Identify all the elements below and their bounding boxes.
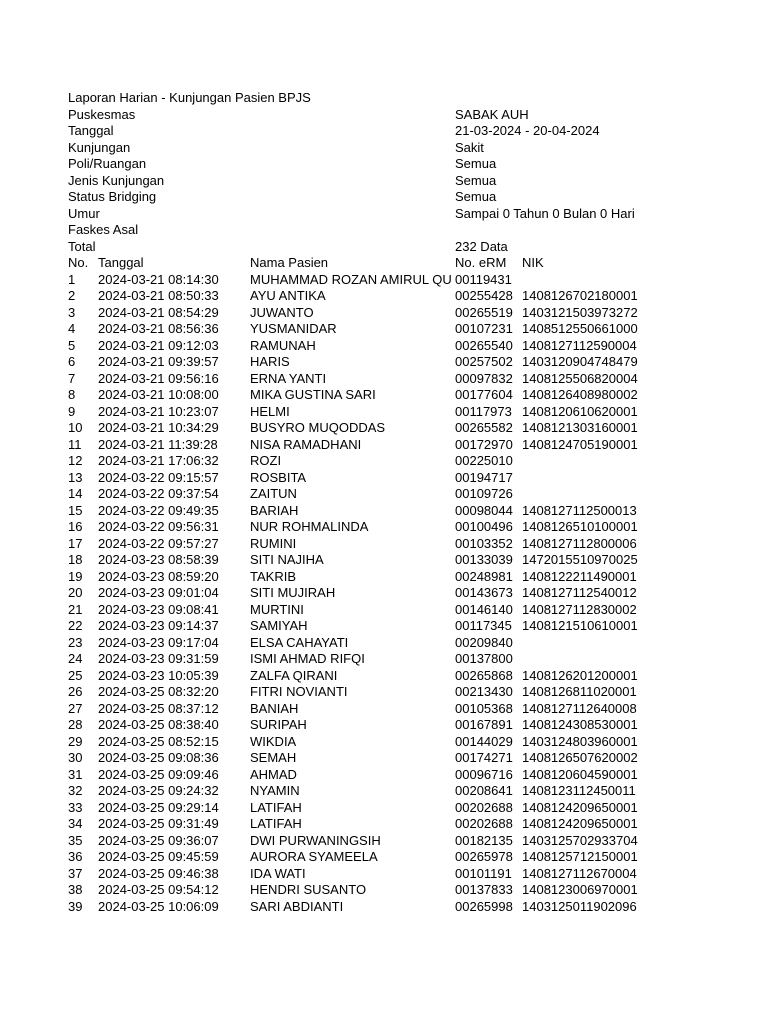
cell-nama: MURTINI [250, 601, 304, 617]
cell-tanggal: 2024-03-25 08:38:40 [98, 717, 219, 732]
meta-row [0, 206, 768, 223]
cell-no: 31 [68, 766, 83, 782]
cell-no: 1 [68, 271, 76, 287]
cell-nik: 1408125712150001 [522, 849, 638, 864]
cell-nama: AURORA SYAMEELA [250, 849, 378, 864]
cell-nama: TAKRIB [250, 568, 296, 584]
cell-tanggal: 2024-03-23 09:31:59 [98, 651, 219, 666]
table-row [0, 849, 768, 866]
meta-value: 21-03-2024 - 20-04-2024 [455, 123, 600, 138]
cell-tanggal: 2024-03-25 09:08:36 [98, 750, 219, 765]
cell-no: 14 [68, 486, 83, 501]
header-nama: Nama Pasien [250, 255, 329, 270]
cell-tanggal: 2024-03-21 08:54:29 [98, 304, 219, 320]
meta-value: Sakit [455, 139, 484, 155]
meta-label: Total [68, 238, 96, 254]
meta-label: Kunjungan [68, 139, 131, 155]
cell-tanggal: 2024-03-23 09:08:41 [98, 601, 219, 617]
meta-row [0, 173, 768, 190]
cell-tanggal: 2024-03-22 09:49:35 [98, 502, 219, 518]
cell-tanggal: 2024-03-25 09:24:32 [98, 783, 219, 798]
cell-erm: 00100496 [455, 519, 513, 534]
meta-label: Status Bridging [68, 189, 157, 204]
cell-tanggal: 2024-03-25 08:37:12 [98, 700, 219, 716]
cell-no: 37 [68, 865, 83, 881]
cell-erm: 00117345 [455, 618, 512, 633]
cell-nama: NYAMIN [250, 783, 300, 798]
cell-nik: 1408127112800006 [522, 535, 637, 551]
cell-no: 30 [68, 750, 83, 765]
cell-erm: 00209840 [455, 634, 513, 650]
table-row [0, 750, 768, 767]
table-row [0, 833, 768, 850]
cell-nik: 1408121303160001 [522, 420, 638, 435]
table-header [0, 255, 768, 272]
table-row [0, 536, 768, 553]
cell-nama: ZAITUN [250, 486, 297, 501]
cell-nama: MUHAMMAD ROZAN AMIRUL QU [250, 271, 452, 287]
cell-erm: 00225010 [455, 453, 513, 468]
cell-nik: 1408126201200001 [522, 667, 638, 683]
cell-nama: SURIPAH [250, 717, 307, 732]
table-row [0, 519, 768, 536]
table-row [0, 470, 768, 487]
cell-nama: NISA RAMADHANI [250, 436, 362, 452]
report-title-row [0, 90, 768, 107]
cell-erm: 00174271 [455, 750, 513, 765]
table-body [0, 272, 768, 916]
cell-no: 26 [68, 684, 83, 699]
cell-nama: ERNA YANTI [250, 370, 327, 386]
meta-label: Jenis Kunjungan [68, 172, 165, 188]
meta-row [0, 189, 768, 206]
table-row [0, 816, 768, 833]
cell-erm: 00167891 [455, 717, 513, 732]
cell-nama: LATIFAH [250, 816, 302, 831]
cell-nama: AHMAD [250, 766, 297, 782]
cell-no: 18 [68, 552, 83, 567]
cell-nik: 1408126811020001 [522, 684, 637, 699]
cell-tanggal: 2024-03-21 08:50:33 [98, 288, 219, 303]
cell-tanggal: 2024-03-21 10:08:00 [98, 387, 219, 402]
table-row [0, 684, 768, 701]
cell-nik: 1408127112640008 [522, 700, 637, 716]
table-row [0, 453, 768, 470]
cell-erm: 00109726 [455, 486, 513, 501]
cell-erm: 00265582 [455, 420, 513, 435]
cell-nik: 1408120604590001 [522, 766, 638, 782]
cell-nama: LATIFAH [250, 799, 302, 815]
cell-nik: 1403125702933704 [522, 832, 638, 848]
cell-no: 8 [68, 387, 76, 402]
table-row [0, 486, 768, 503]
cell-nama: IDA WATI [250, 865, 306, 881]
meta-value: Semua [455, 172, 497, 188]
cell-no: 5 [68, 337, 76, 353]
meta-value: 232 Data [455, 238, 508, 254]
cell-nama: BUSYRO MUQODDAS [250, 420, 386, 435]
meta-row [0, 140, 768, 157]
cell-erm: 00248981 [455, 568, 513, 584]
cell-nama: AYU ANTIKA [250, 288, 326, 303]
cell-no: 17 [68, 535, 83, 551]
cell-no: 13 [68, 469, 83, 485]
cell-erm: 00119431 [455, 271, 512, 287]
cell-no: 20 [68, 585, 83, 600]
cell-tanggal: 2024-03-21 09:12:03 [98, 337, 219, 353]
table-row [0, 437, 768, 454]
cell-erm: 00105368 [455, 700, 513, 716]
cell-erm: 00137800 [455, 651, 513, 666]
cell-nik: 1472015510970025 [522, 552, 638, 567]
cell-nama: WIKDIA [250, 733, 297, 749]
table-row [0, 800, 768, 817]
cell-no: 19 [68, 568, 83, 584]
cell-tanggal: 2024-03-25 08:52:15 [98, 733, 219, 749]
cell-erm: 00265868 [455, 667, 513, 683]
cell-no: 28 [68, 717, 83, 732]
cell-tanggal: 2024-03-23 09:14:37 [98, 618, 219, 633]
meta-value: SABAK AUH [455, 106, 529, 122]
cell-tanggal: 2024-03-23 08:58:39 [98, 552, 219, 567]
table-row [0, 354, 768, 371]
cell-nik: 1408126510100001 [522, 519, 638, 534]
cell-nama: BANIAH [250, 700, 299, 716]
cell-erm: 00213430 [455, 684, 513, 699]
cell-erm: 00257502 [455, 354, 513, 369]
table-row [0, 387, 768, 404]
cell-erm: 00177604 [455, 387, 513, 402]
cell-nik: 1408125506820004 [522, 370, 638, 386]
cell-no: 2 [68, 288, 76, 303]
cell-erm: 00146140 [455, 601, 513, 617]
table-row [0, 602, 768, 619]
cell-tanggal: 2024-03-25 08:32:20 [98, 684, 219, 699]
cell-erm: 00096716 [455, 766, 513, 782]
cell-erm: 00103352 [455, 535, 513, 551]
cell-erm: 00255428 [455, 288, 513, 303]
cell-no: 27 [68, 700, 83, 716]
table-row [0, 272, 768, 289]
cell-erm: 00182135 [455, 832, 513, 848]
cell-nama: SEMAH [250, 750, 297, 765]
cell-no: 24 [68, 651, 83, 666]
cell-no: 21 [68, 601, 83, 617]
cell-tanggal: 2024-03-22 09:56:31 [98, 519, 219, 534]
cell-erm: 00137833 [455, 882, 513, 897]
cell-tanggal: 2024-03-25 09:46:38 [98, 865, 219, 881]
cell-tanggal: 2024-03-21 08:56:36 [98, 321, 219, 336]
cell-nama: SITI MUJIRAH [250, 585, 336, 600]
report-title: Laporan Harian - Kunjungan Pasien BPJS [68, 90, 311, 105]
cell-tanggal: 2024-03-23 09:01:04 [98, 585, 219, 600]
meta-row [0, 239, 768, 256]
cell-nama: SITI NAJIHA [250, 552, 324, 567]
cell-nik: 1408120610620001 [522, 403, 638, 419]
cell-nama: SAMIYAH [250, 618, 308, 633]
table-row [0, 569, 768, 586]
cell-nik: 1408126507620002 [522, 750, 638, 765]
meta-value: Semua [455, 189, 497, 204]
cell-tanggal: 2024-03-25 10:06:09 [98, 898, 219, 914]
cell-no: 3 [68, 304, 76, 320]
cell-nama: YUSMANIDAR [250, 321, 337, 336]
cell-erm: 00172970 [455, 436, 513, 452]
cell-tanggal: 2024-03-25 09:29:14 [98, 799, 219, 815]
cell-erm: 00265998 [455, 898, 513, 914]
cell-nama: ZALFA QIRANI [250, 667, 338, 683]
meta-value: Sampai 0 Tahun 0 Bulan 0 Hari [455, 205, 635, 221]
meta-row [0, 107, 768, 124]
cell-no: 25 [68, 667, 83, 683]
table-row [0, 321, 768, 338]
table-row [0, 701, 768, 718]
cell-nik: 1408512550661000 [522, 321, 638, 336]
cell-no: 10 [68, 420, 83, 435]
meta-label: Tanggal [68, 123, 114, 138]
cell-tanggal: 2024-03-23 10:05:39 [98, 667, 219, 683]
cell-nama: ROZI [250, 453, 282, 468]
cell-erm: 00143673 [455, 585, 513, 600]
cell-nik: 1408127112590004 [522, 337, 637, 353]
cell-nik: 1403125011902096 [522, 898, 637, 914]
table-row [0, 717, 768, 734]
cell-erm: 00107231 [455, 321, 513, 336]
meta-label: Poli/Ruangan [68, 156, 147, 171]
table-row [0, 618, 768, 635]
cell-tanggal: 2024-03-25 09:45:59 [98, 849, 219, 864]
table-row [0, 585, 768, 602]
cell-no: 33 [68, 799, 83, 815]
cell-nik: 1408124209650001 [522, 799, 638, 815]
cell-tanggal: 2024-03-21 08:14:30 [98, 271, 219, 287]
cell-nik: 1408127112500013 [522, 502, 637, 518]
meta-label: Umur [68, 205, 100, 221]
table-row [0, 882, 768, 899]
table-row [0, 899, 768, 916]
report-meta [0, 107, 768, 256]
header-tanggal: Tanggal [98, 255, 144, 270]
cell-no: 7 [68, 370, 76, 386]
table-row [0, 734, 768, 751]
cell-no: 29 [68, 733, 83, 749]
cell-nama: NUR ROHMALINDA [250, 519, 369, 534]
table-row [0, 420, 768, 437]
cell-no: 15 [68, 502, 83, 518]
cell-nik: 1408122211490001 [522, 568, 637, 584]
cell-nama: ISMI AHMAD RIFQI [250, 651, 365, 666]
cell-erm: 00265519 [455, 304, 513, 320]
cell-erm: 00265978 [455, 849, 513, 864]
cell-no: 35 [68, 832, 83, 848]
cell-nama: MIKA GUSTINA SARI [250, 387, 376, 402]
cell-erm: 00097832 [455, 370, 513, 386]
cell-tanggal: 2024-03-22 09:37:54 [98, 486, 219, 501]
table-row [0, 338, 768, 355]
cell-nama: ELSA CAHAYATI [250, 634, 349, 650]
cell-nik: 1408127112830002 [522, 601, 637, 617]
cell-no: 9 [68, 403, 76, 419]
table-row [0, 288, 768, 305]
table-row [0, 305, 768, 322]
cell-nama: HELMI [250, 403, 290, 419]
cell-nama: FITRI NOVIANTI [250, 684, 348, 699]
cell-no: 36 [68, 849, 83, 864]
meta-row [0, 123, 768, 140]
table-row [0, 767, 768, 784]
cell-no: 6 [68, 354, 76, 369]
cell-tanggal: 2024-03-21 10:23:07 [98, 403, 219, 419]
cell-nama: HARIS [250, 354, 290, 369]
cell-nama: DWI PURWANINGSIH [250, 832, 381, 848]
cell-tanggal: 2024-03-23 08:59:20 [98, 568, 219, 584]
table-row [0, 552, 768, 569]
table-row [0, 668, 768, 685]
meta-label: Faskes Asal [68, 222, 139, 237]
cell-erm: 00265540 [455, 337, 513, 353]
cell-nama: HENDRI SUSANTO [250, 882, 367, 897]
cell-tanggal: 2024-03-25 09:54:12 [98, 882, 219, 897]
cell-erm: 00117973 [455, 403, 512, 419]
cell-nik: 1408124705190001 [522, 436, 638, 452]
cell-no: 23 [68, 634, 83, 650]
cell-tanggal: 2024-03-21 10:34:29 [98, 420, 219, 435]
cell-no: 4 [68, 321, 76, 336]
cell-erm: 00101191 [455, 865, 512, 881]
cell-no: 12 [68, 453, 83, 468]
cell-no: 16 [68, 519, 83, 534]
table-row [0, 783, 768, 800]
cell-nik: 1408121510610001 [522, 618, 638, 633]
cell-erm: 00144029 [455, 733, 513, 749]
cell-nik: 1408127112670004 [522, 865, 637, 881]
table-row [0, 635, 768, 652]
report-sheet [0, 90, 768, 915]
header-erm: No. eRM [455, 255, 507, 270]
cell-erm: 00202688 [455, 816, 513, 831]
cell-nik: 1403121503973272 [522, 304, 638, 320]
cell-nama: BARIAH [250, 502, 299, 518]
cell-tanggal: 2024-03-22 09:15:57 [98, 469, 219, 485]
cell-nik: 1408127112540012 [522, 585, 637, 600]
cell-tanggal: 2024-03-25 09:09:46 [98, 766, 219, 782]
cell-nik: 1408123112450011 [522, 783, 636, 798]
cell-tanggal: 2024-03-23 09:17:04 [98, 634, 219, 650]
cell-tanggal: 2024-03-25 09:31:49 [98, 816, 219, 831]
cell-nama: RAMUNAH [250, 337, 316, 353]
cell-tanggal: 2024-03-22 09:57:27 [98, 535, 219, 551]
cell-nik: 1408126702180001 [522, 288, 638, 303]
header-nik: NIK [522, 255, 544, 270]
cell-tanggal: 2024-03-21 11:39:28 [98, 436, 218, 452]
meta-row [0, 222, 768, 239]
cell-nik: 1403124803960001 [522, 733, 638, 749]
cell-erm: 00098044 [455, 502, 513, 518]
meta-value: Semua [455, 156, 497, 171]
cell-nik: 1408124209650001 [522, 816, 638, 831]
cell-erm: 00202688 [455, 799, 513, 815]
cell-no: 22 [68, 618, 83, 633]
table-row [0, 371, 768, 388]
meta-row [0, 156, 768, 173]
cell-nik: 1403120904748479 [522, 354, 638, 369]
cell-erm: 00194717 [455, 469, 513, 485]
cell-tanggal: 2024-03-21 17:06:32 [98, 453, 219, 468]
cell-nama: RUMINI [250, 535, 297, 551]
cell-tanggal: 2024-03-21 09:56:16 [98, 370, 219, 386]
meta-label: Puskesmas [68, 106, 136, 122]
table-row [0, 503, 768, 520]
cell-no: 39 [68, 898, 83, 914]
table-row [0, 651, 768, 668]
cell-erm: 00208641 [455, 783, 513, 798]
cell-erm: 00133039 [455, 552, 513, 567]
cell-no: 11 [68, 436, 82, 452]
cell-nama: JUWANTO [250, 304, 314, 320]
table-row [0, 866, 768, 883]
cell-no: 34 [68, 816, 83, 831]
header-no: No. [68, 255, 89, 270]
cell-no: 38 [68, 882, 83, 897]
cell-tanggal: 2024-03-25 09:36:07 [98, 832, 219, 848]
cell-nama: ROSBITA [250, 469, 307, 485]
cell-nama: SARI ABDIANTI [250, 898, 344, 914]
cell-nik: 1408124308530001 [522, 717, 638, 732]
table-row [0, 404, 768, 421]
cell-nik: 1408126408980002 [522, 387, 638, 402]
cell-no: 32 [68, 783, 83, 798]
cell-tanggal: 2024-03-21 09:39:57 [98, 354, 219, 369]
cell-nik: 1408123006970001 [522, 882, 638, 897]
